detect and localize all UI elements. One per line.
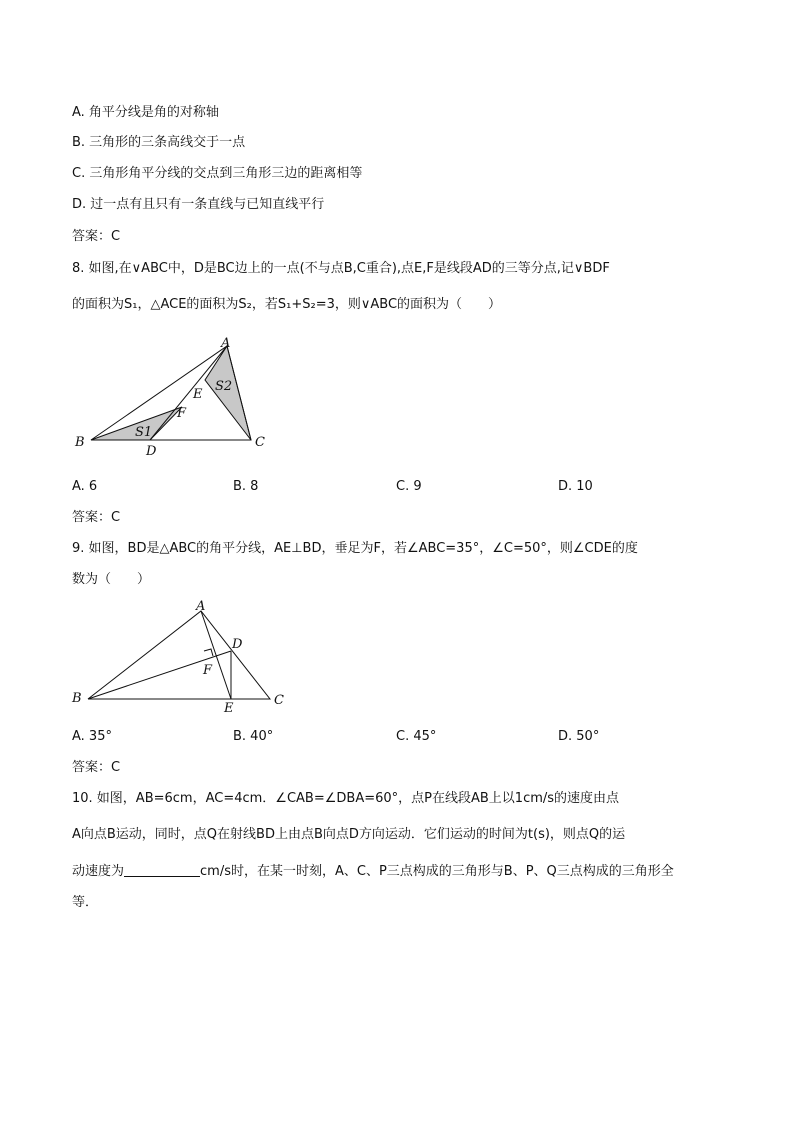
q10-stem-line3 xyxy=(72,862,674,881)
q9-right-angle-mark xyxy=(204,649,213,656)
q10-line3-before: 动速度为 xyxy=(72,864,125,879)
q10-answer-blank xyxy=(124,862,200,877)
q9-label-d: D xyxy=(232,637,243,652)
q9-segment-ae xyxy=(201,611,231,699)
q9-label-f: F xyxy=(203,663,213,678)
q8-label-b: B xyxy=(75,435,85,450)
q7-option-b: B. 三角形的三条高线交于一点 xyxy=(72,135,246,150)
q9-label-c: C xyxy=(274,693,284,708)
q8-label-c: C xyxy=(255,435,265,450)
q9-stem-line2: 数为（ ） xyxy=(72,572,151,587)
q9-option-b: B. 40° xyxy=(233,729,274,744)
q8-label-s1: S1 xyxy=(135,425,153,440)
q8-stem-line2: 的面积为S₁，△ACE的面积为S₂，若S₁+S₂=3，则∨ABC的面积为（ ） xyxy=(72,297,502,312)
q7-answer: 答案：C xyxy=(72,229,121,244)
q8-option-c: C. 9 xyxy=(396,479,422,494)
q10-stem-line4: 等． xyxy=(72,895,99,910)
q9-option-c: C. 45° xyxy=(396,729,437,744)
q7-option-c: C. 三角形角平分线的交点到三角形三边的距离相等 xyxy=(72,166,363,181)
q8-option-b: B. 8 xyxy=(233,479,259,494)
q8-answer: 答案：C xyxy=(72,510,121,525)
q8-label-s2: S2 xyxy=(215,379,233,394)
q10-stem-line2: A向点B运动，同时，点Q在射线BD上由点B向点D方向运动．它们运动的时间为t(s)，则点Q的运 xyxy=(72,827,626,842)
q9-stem-line1: 9. 如图，BD是△ABC的角平分线，AE⊥BD，垂足为F，若∠ABC=35°，∠C=50°，则∠CDE的度 xyxy=(72,541,638,556)
q8-label-d: D xyxy=(146,444,157,459)
q9-answer: 答案：C xyxy=(72,760,121,775)
q7-option-d: D. 过一点有且只有一条直线与已知直线平行 xyxy=(72,197,325,212)
q7-option-a: A. 角平分线是角的对称轴 xyxy=(72,105,219,120)
q8-label-f: F xyxy=(177,406,187,421)
q8-figure xyxy=(70,332,280,462)
q9-option-d: D. 50° xyxy=(558,729,600,744)
q8-option-a: A. 6 xyxy=(72,479,98,494)
q9-label-e: E xyxy=(224,701,234,716)
q8-label-e: E xyxy=(193,387,203,402)
q10-stem-line1: 10. 如图，AB=6cm，AC=4cm．∠CAB=∠DBA=60°，点P在线段AB上以1cm/s的速度由点 xyxy=(72,791,620,806)
q9-triangle-abc xyxy=(88,611,270,699)
q9-figure xyxy=(68,596,298,718)
q8-stem-line1: 8. 如图,在∨ABC中，D是BC边上的一点(不与点B,C重合),点E,F是线段AD的三等分点,记∨BDF xyxy=(72,261,610,276)
q10-line3-after: cm/s时，在某一时刻，A、C、P三点构成的三角形与B、P、Q三点构成的三角形全 xyxy=(200,864,674,879)
q8-option-d: D. 10 xyxy=(558,479,593,494)
q8-label-a: A xyxy=(221,336,231,351)
q9-label-a: A xyxy=(196,599,206,614)
q9-label-b: B xyxy=(72,691,82,706)
q9-option-a: A. 35° xyxy=(72,729,112,744)
